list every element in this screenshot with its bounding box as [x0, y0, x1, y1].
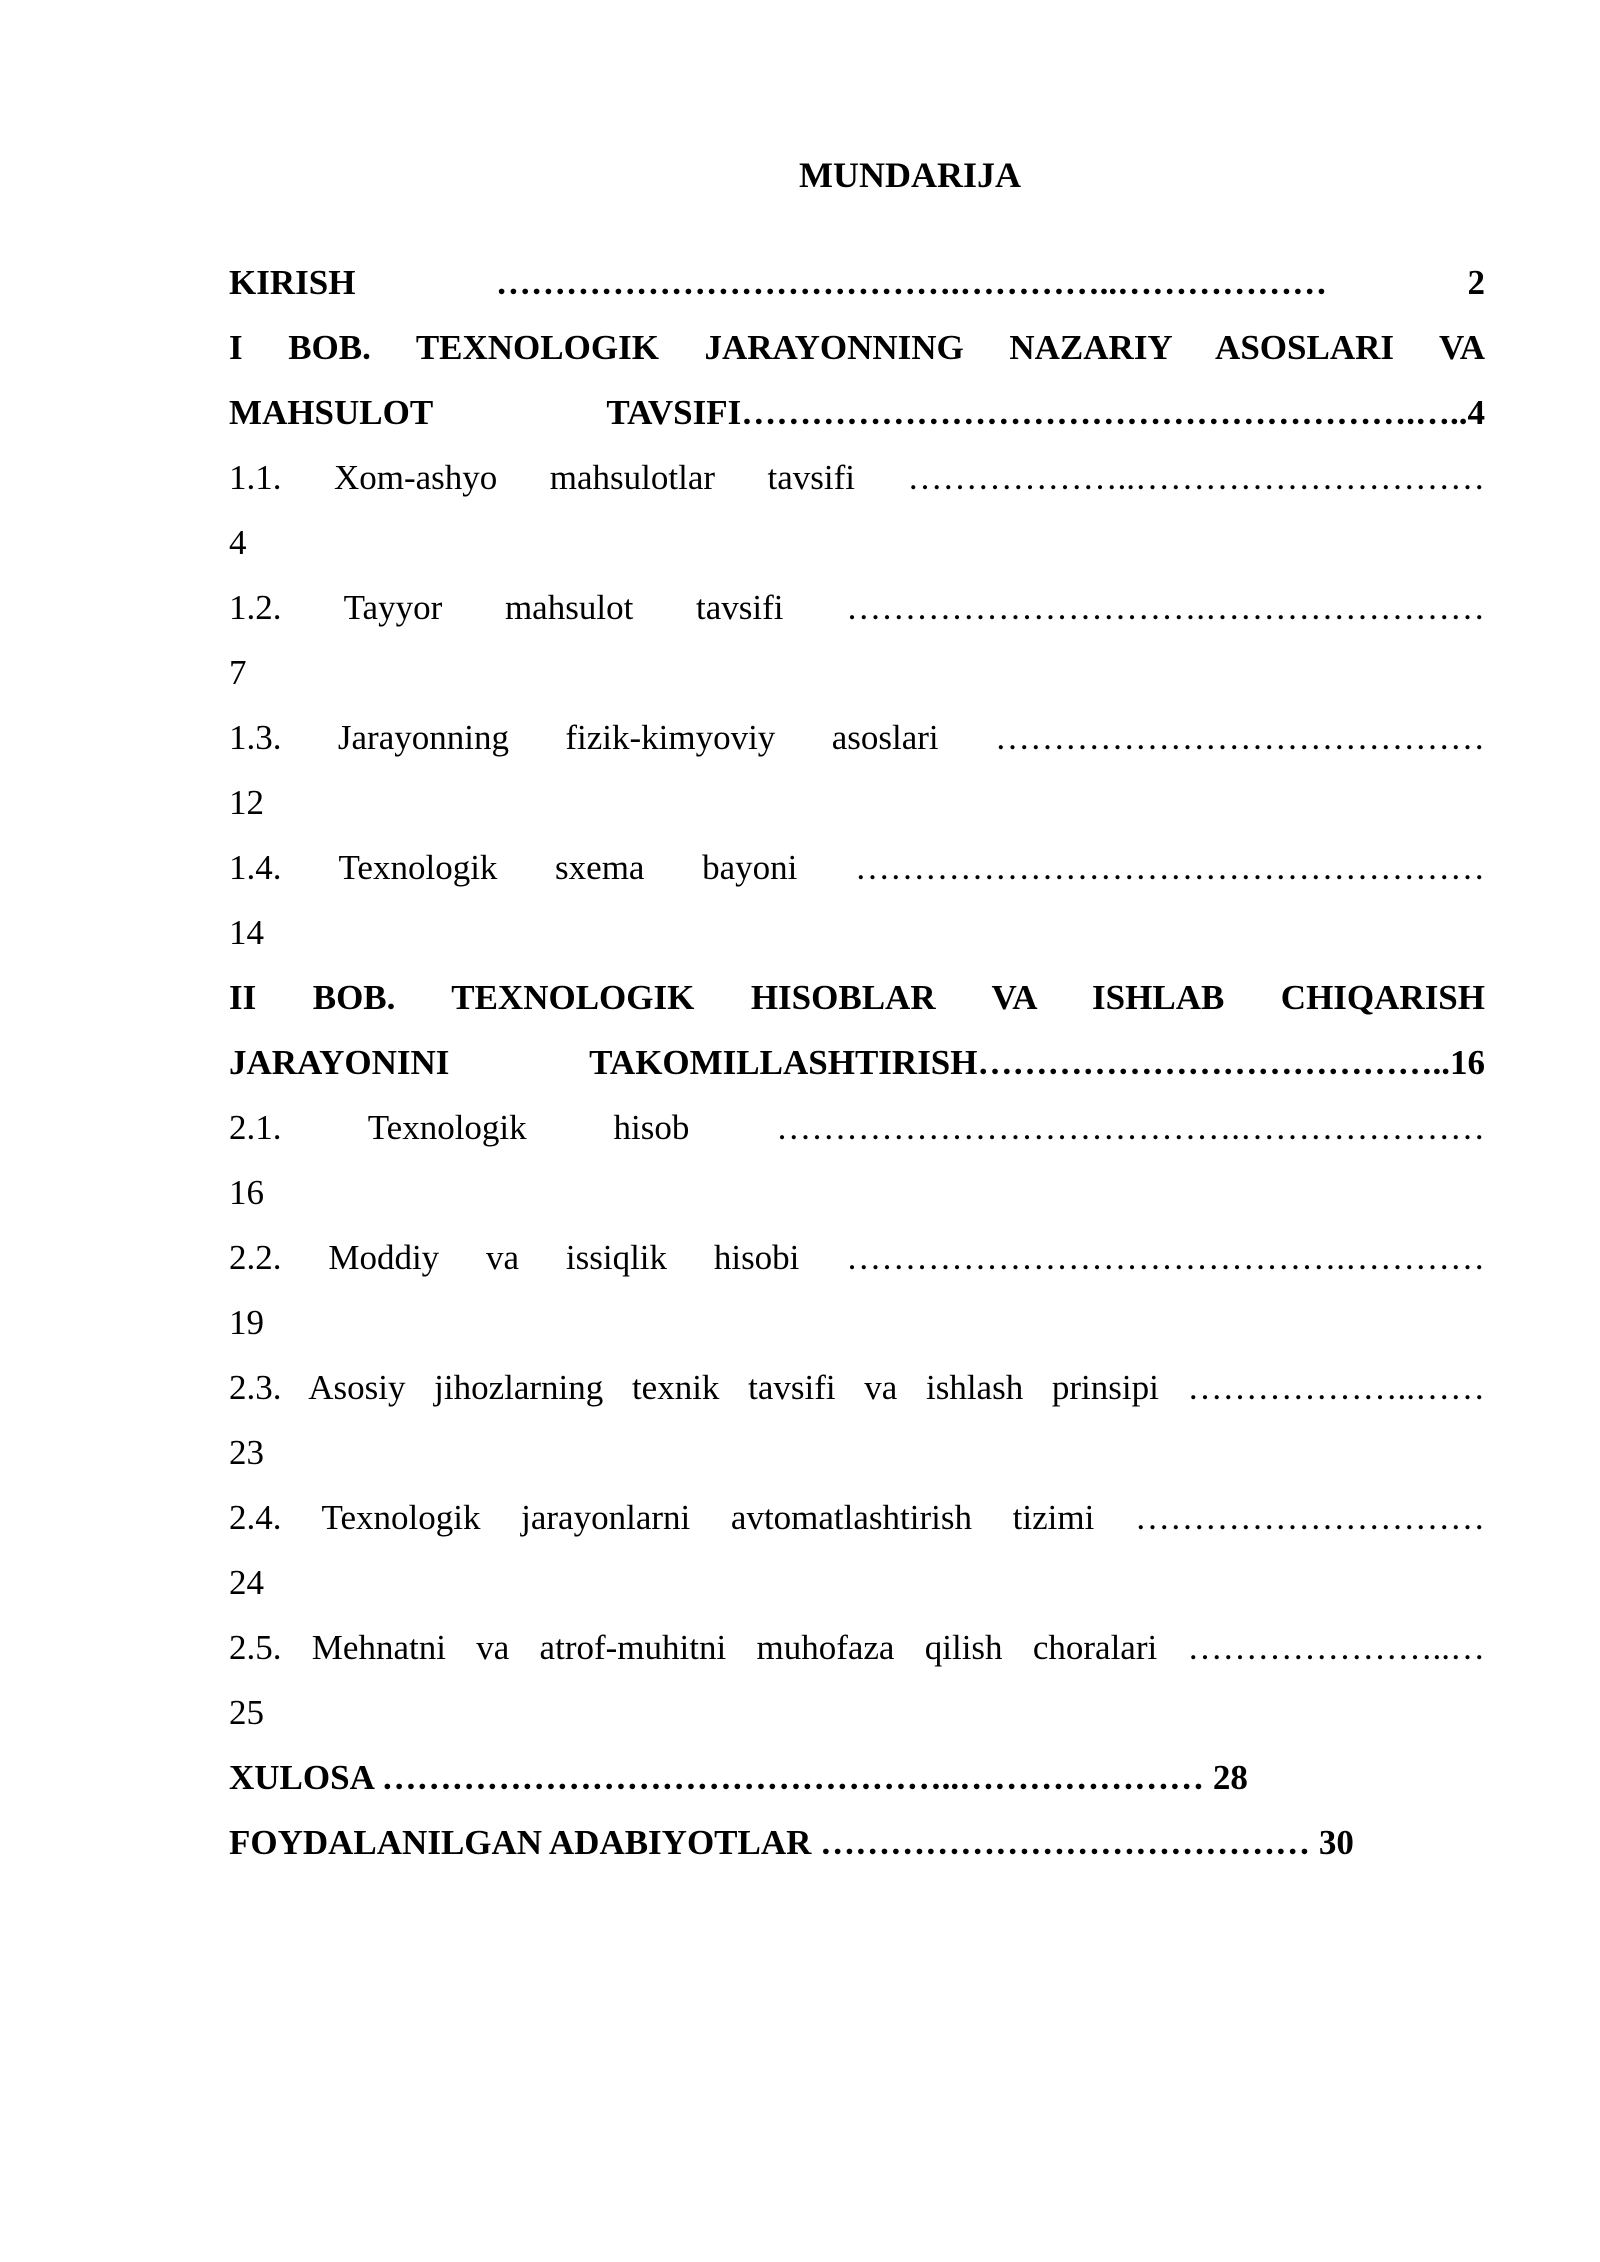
- toc-entry-1-1: 1.1. Xom-ashyo mahsulotlar tavsifi ………………..…………………………: [229, 458, 1485, 497]
- toc-page-2-4: 24: [229, 1563, 264, 1602]
- toc-entry-2-3: 2.3. Asosiy jihozlarning texnik tavsifi va ishlash prinsipi ………………..……: [229, 1368, 1485, 1407]
- toc-page-1-1: 4: [229, 523, 247, 562]
- toc-entry-bob1-line1: I BOB. TEXNOLOGIK JARAYONNING NAZARIY ASOSLARI VA: [229, 328, 1485, 367]
- toc-page-1-2: 7: [229, 653, 247, 692]
- page-title: MUNDARIJA: [799, 155, 1021, 195]
- toc-entry-1-4: 1.4. Texnologik sxema bayoni ………………………………………………: [229, 848, 1485, 887]
- toc-entry-2-2: 2.2. Moddiy va issiqlik hisobi …………………………………….…………: [229, 1238, 1485, 1277]
- toc-page-2-3: 23: [229, 1433, 264, 1472]
- toc-entry-kirish: KIRISH ………………………………….…………..……………… 2: [229, 263, 1485, 302]
- toc-page-1-4: 14: [229, 913, 264, 952]
- toc-page-2-2: 19: [229, 1303, 264, 1342]
- toc-entry-1-3: 1.3. Jarayonning fizik-kimyoviy asoslari ……………………………………: [229, 718, 1485, 757]
- toc-entry-2-1: 2.1. Texnologik hisob ………………………………….…………………: [229, 1108, 1485, 1147]
- toc-entry-2-4: 2.4. Texnologik jarayonlarni avtomatlashtirish tizimi …………………………: [229, 1498, 1485, 1537]
- toc-entry-1-2: 1.2. Tayyor mahsulot tavsifi ………………………….……………………: [229, 588, 1485, 627]
- toc-entry-bob1-line2: MAHSULOT TAVSIFI………………………………………………….…..4: [229, 393, 1485, 432]
- toc-entry-adabiyotlar: FOYDALANILGAN ADABIYOTLAR …………………………………… 30: [229, 1823, 1354, 1862]
- toc-entry-bob2-line2: JARAYONINI TAKOMILLASHTIRISH…………………………………..16: [229, 1043, 1485, 1082]
- toc-page-2-1: 16: [229, 1173, 264, 1212]
- toc-page-2-5: 25: [229, 1693, 264, 1732]
- table-of-contents: [229, 250, 1485, 1875]
- toc-entry-xulosa: XULOSA …………………………………………..………………… 28: [229, 1758, 1248, 1797]
- toc-entry-bob2-line1: II BOB. TEXNOLOGIK HISOBLAR VA ISHLAB CHIQARISH: [229, 978, 1485, 1017]
- toc-entry-2-5: 2.5. Mehnatni va atrof-muhitni muhofaza qilish choralari …………………..…: [229, 1628, 1485, 1667]
- toc-page-1-3: 12: [229, 783, 264, 822]
